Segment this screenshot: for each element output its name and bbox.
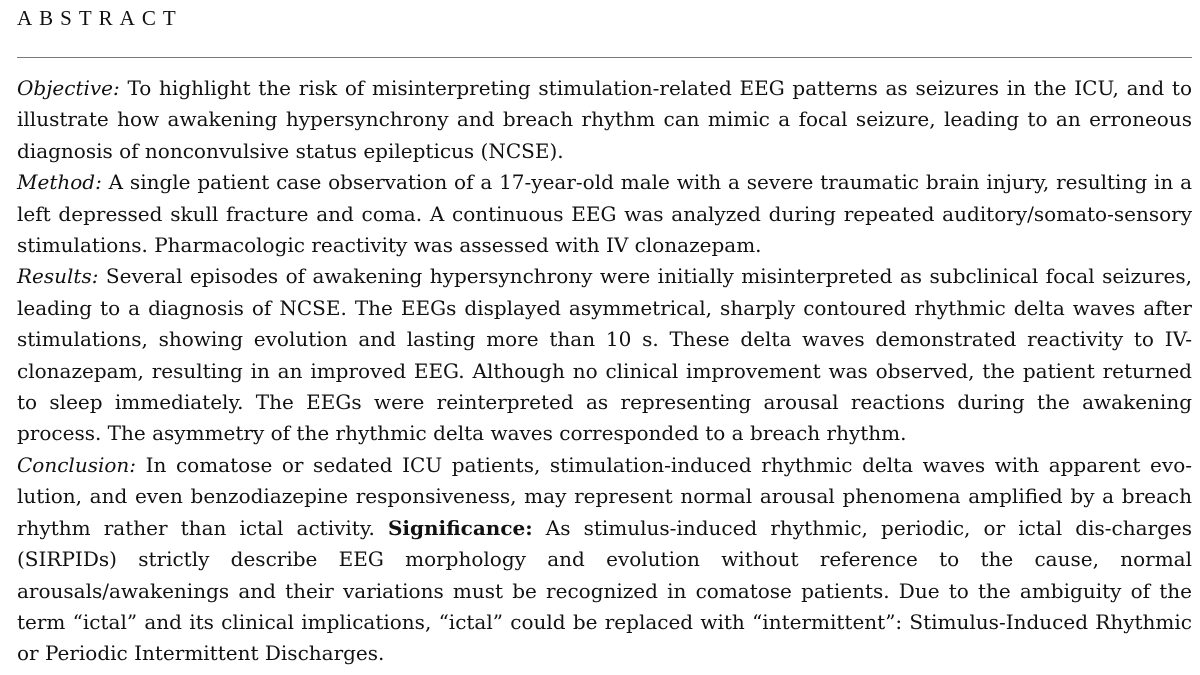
objective-paragraph (17, 73, 1192, 167)
method-paragraph (17, 167, 1192, 261)
abstract-body (17, 73, 1192, 670)
conclusion-label: Conclusion: (17, 452, 137, 477)
results-label: Results: (17, 264, 99, 289)
conclusion-text: In comatose or sedated ICU patients, stimulation-induced rhythmic delta waves with apparent evo-lution, and even benzodiazepine responsiveness, may represent normal arousal phenomena amplified by a breach rhythm rather than ictal activity. (17, 452, 1192, 540)
objective-text: To highlight the risk of misinterpreting stimulation-related EEG patterns as seizures in the ICU, and to illustrate how awakening hypersynchrony and breach rhythm can mimic a focal seizure, leading to an erroneous diagnosis of nonconvulsive status epilepticus (NCSE). (17, 76, 1192, 163)
results-paragraph (17, 261, 1192, 449)
abstract-page (17, 0, 1192, 670)
heading-divider (17, 57, 1192, 58)
method-label: Method: (17, 170, 102, 195)
significance-label: Significance: (387, 515, 533, 540)
conclusion-paragraph (17, 450, 1192, 670)
abstract-heading: ABSTRACT (17, 6, 183, 30)
method-text: A single patient case observation of a 17-year-old male with a severe traumatic brain injury, resulting in a left depressed skull fracture and coma. A continuous EEG was analyzed during repeated auditory/somato-sensory stimulations. Pharmacologic reactivity was assessed with IV clonazepam. (17, 170, 1192, 258)
significance-text: As stimulus-induced rhythmic, periodic, or ictal dis-charges (SIRPIDs) strictly describe EEG morphology and evolution without reference to the cause, normal arousals/awakenings and their variations must be recognized in comatose patients. Due to the ambiguity of the term “ictal” and its clinical implications, “ictal” could be replaced with “intermittent”: Stimulus-Induced Rhythmic or Periodic Intermittent Discharges. (17, 515, 1192, 666)
objective-label: Objective: (17, 76, 120, 100)
results-text: Several episodes of awakening hypersynchrony were initially misinterpreted as subclinical focal seizures, leading to a diagnosis of NCSE. The EEGs displayed asymmetrical, sharply contoured rhythmic delta waves after stimulations, showing evolution and lasting more than 10 s. These delta waves demonstrated reactivity to IV-clonazepam, resulting in an improved EEG. Although no clinical improvement was observed, the patient returned to sleep immediately. The EEGs were reinterpreted as representing arousal reactions during the awakening process. The asymmetry of the rhythmic delta waves corresponded to a breach rhythm. (17, 264, 1192, 446)
